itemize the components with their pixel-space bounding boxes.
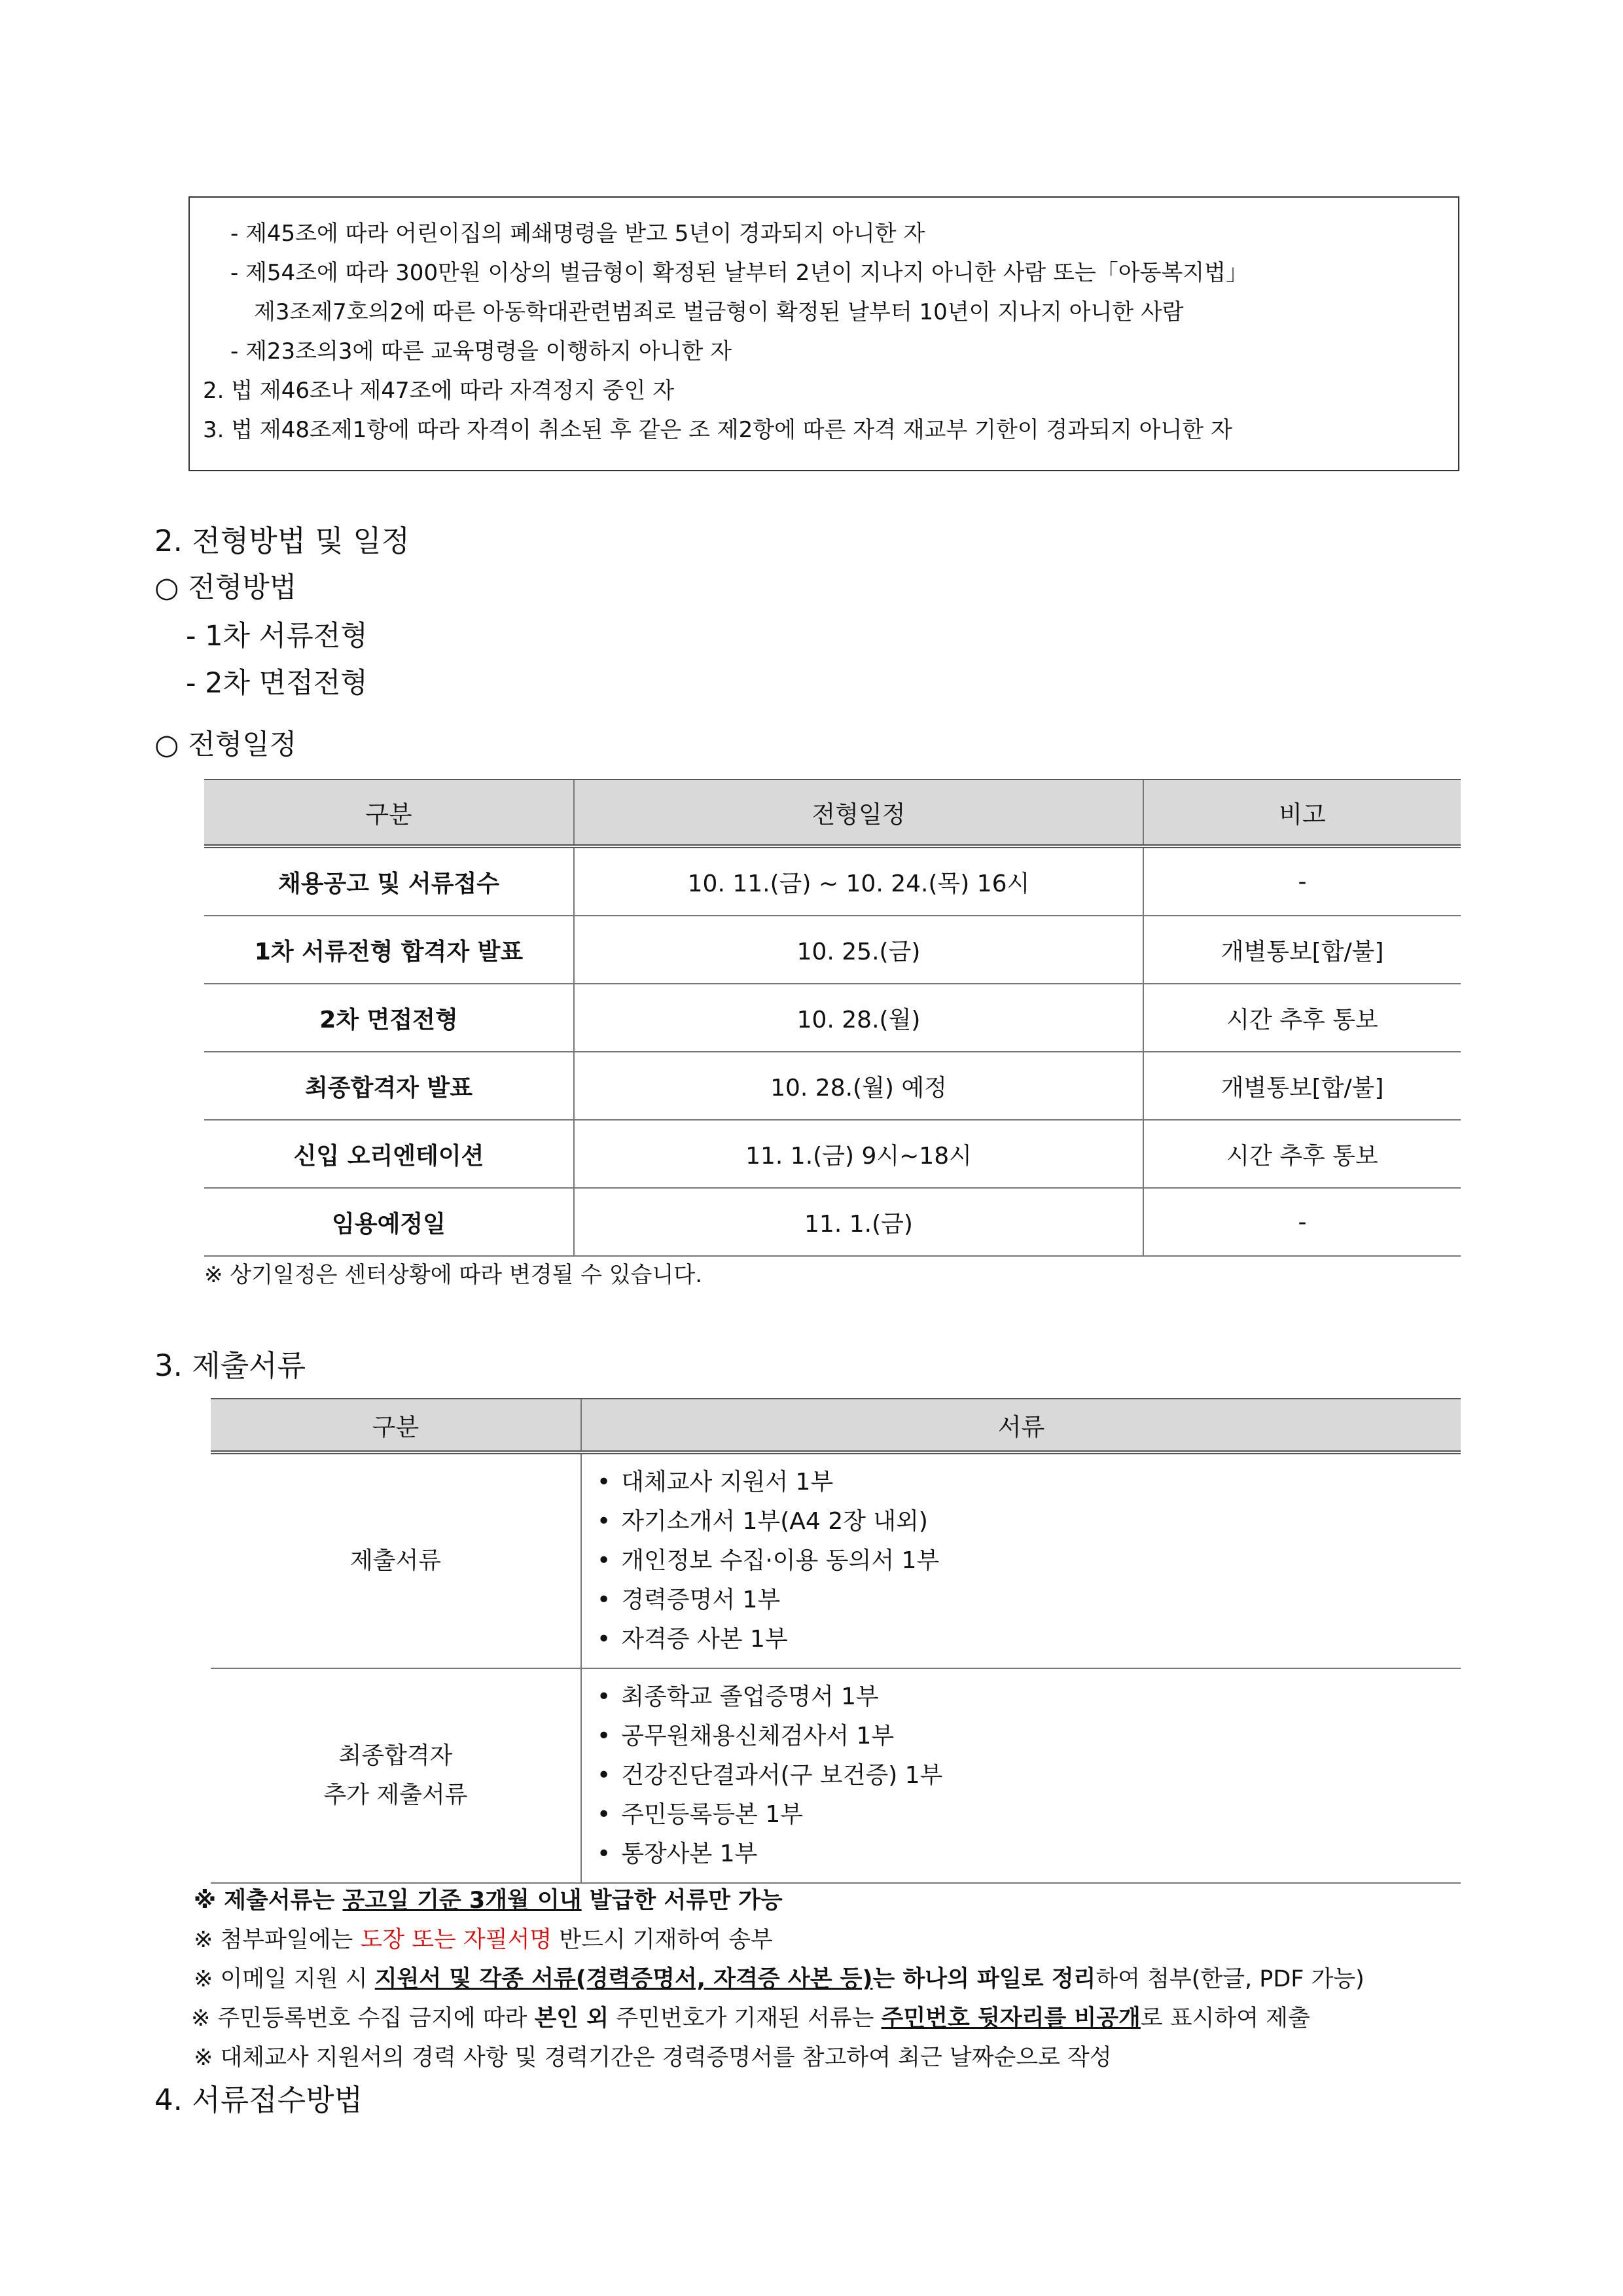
note-2-c: 반드시 기재하여 송부: [552, 1927, 773, 1953]
documents-category-required: 제출서류: [211, 1452, 581, 1668]
schedule-cell-note: 개별통보[합/불]: [1143, 1052, 1461, 1120]
documents-category-final-line1: 최종합격자: [338, 1742, 453, 1769]
table-row: [204, 1188, 1461, 1256]
list-item: • 주민등록등본 1부: [582, 1795, 1460, 1835]
note-3-d: 하여 첨부(한글, PDF 가능): [1096, 1966, 1364, 1992]
schedule-cell-date: 10. 25.(금): [574, 916, 1143, 984]
schedule-cell-category: 2차 면접전형: [204, 984, 574, 1052]
section-4-title: 4. 서류접수방법: [154, 2083, 363, 2117]
eligibility-line-6: 3. 법 제48조제1항에 따라 자격이 취소된 후 같은 조 제2항에 따른 자격 재교부 기한이 경과되지 아니한 자: [203, 417, 1232, 443]
list-item: • 개인정보 수집·이용 동의서 1부: [582, 1541, 1460, 1581]
note-2-a: ※ 첨부파일에는: [194, 1927, 361, 1953]
schedule-cell-category: 1차 서류전형 합격자 발표: [204, 916, 574, 984]
note-1-b: 공고일 기준 3개월 이내: [342, 1888, 582, 1914]
documents-category-final-line2: 추가 제출서류: [323, 1782, 468, 1808]
note-4-a: ※ 주민등록번호 수집 금지에 따라: [191, 2005, 535, 2032]
schedule-heading: ○ 전형일정: [154, 728, 297, 761]
method-item-2: - 2차 면접전형: [186, 667, 368, 700]
schedule-cell-category: 최종합격자 발표: [204, 1052, 574, 1120]
documents-list-cell: [581, 1452, 1461, 1668]
table-row: [204, 984, 1461, 1052]
note-4: [191, 2000, 1310, 2033]
documents-header-row: [211, 1399, 1461, 1452]
schedule-note: ※ 상기일정은 센터상황에 따라 변경될 수 있습니다.: [204, 1262, 703, 1288]
schedule-cell-date: 11. 1.(금): [574, 1188, 1143, 1256]
note-1-a: 제출서류는: [224, 1888, 343, 1914]
note-3: [194, 1961, 1364, 1994]
schedule-header-category: 구분: [204, 780, 574, 846]
documents-category-final: [211, 1668, 581, 1883]
note-4-c: 주민번호가 기재된 서류는: [609, 2005, 882, 2032]
schedule-cell-date: 11. 1.(금) 9시~18시: [574, 1120, 1143, 1188]
list-item: • 통장사본 1부: [582, 1835, 1460, 1874]
list-item: • 대체교사 지원서 1부: [582, 1463, 1460, 1502]
documents-list: [582, 1455, 1460, 1667]
schedule-cell-category: 임용예정일: [204, 1188, 574, 1256]
table-row: [204, 1052, 1461, 1120]
documents-header-docs: 서류: [581, 1399, 1461, 1452]
method-heading: ○ 전형방법: [154, 571, 297, 604]
eligibility-line-5: 2. 법 제46조나 제47조에 따라 자격정지 중인 자: [203, 378, 675, 404]
list-item: • 자기소개서 1부(A4 2장 내외): [582, 1502, 1460, 1541]
note-1-c: 발급한 서류만 가능: [581, 1888, 783, 1914]
table-row: [204, 916, 1461, 984]
note-1-mark: ※: [194, 1888, 224, 1914]
list-item: • 건강진단결과서(구 보건증) 1부: [582, 1756, 1460, 1795]
note-3-b: 지원서 및 각종 서류(경력증명서, 자격증 사본 등): [374, 1966, 873, 1992]
documents-list-cell: [581, 1668, 1461, 1883]
eligibility-line-4: - 제23조의3에 따른 교육명령을 이행하지 아니한 자: [230, 338, 732, 365]
note-4-b: 본인 외: [534, 2005, 609, 2032]
schedule-cell-note: -: [1143, 1188, 1461, 1256]
documents-header-category: 구분: [211, 1399, 581, 1452]
section-3-title: 3. 제출서류: [154, 1348, 306, 1383]
section-2-title: 2. 전형방법 및 일정: [154, 524, 410, 558]
eligibility-line-1: - 제45조에 따라 어린이집의 폐쇄명령을 받고 5년이 경과되지 아니한 자: [230, 221, 925, 247]
list-item: • 공무원채용신체검사서 1부: [582, 1717, 1460, 1756]
schedule-cell-category: 신입 오리엔테이션: [204, 1120, 574, 1188]
list-item: • 최종학교 졸업증명서 1부: [582, 1677, 1460, 1717]
schedule-header-note: 비고: [1143, 780, 1461, 846]
eligibility-line-3: 제3조제7호의2에 따른 아동학대관련범죄로 벌금형이 확정된 날부터 10년이 지나지 아니한 사람: [254, 299, 1184, 325]
table-row: [211, 1668, 1461, 1883]
note-3-a: ※ 이메일 지원 시: [194, 1966, 375, 1992]
schedule-table: [204, 779, 1461, 1257]
schedule-header-row: [204, 780, 1461, 846]
list-item: • 자격증 사본 1부: [582, 1620, 1460, 1659]
table-row: [204, 846, 1461, 916]
schedule-cell-date: 10. 11.(금) ~ 10. 24.(목) 16시: [574, 846, 1143, 916]
note-3-c: 는 하나의 파일로 정리: [872, 1966, 1096, 1992]
table-row: [204, 1120, 1461, 1188]
note-2-b: 도장 또는 자필서명: [360, 1927, 552, 1953]
schedule-header-date: 전형일정: [574, 780, 1143, 846]
list-item: • 경력증명서 1부: [582, 1581, 1460, 1620]
note-5: ※ 대체교사 지원서의 경력 사항 및 경력기간은 경력증명서를 참고하여 최근 날짜순으로 작성: [194, 2045, 1112, 2071]
schedule-cell-date: 10. 28.(월) 예정: [574, 1052, 1143, 1120]
table-row: [211, 1452, 1461, 1668]
schedule-cell-date: 10. 28.(월): [574, 984, 1143, 1052]
schedule-cell-note: 시간 추후 통보: [1143, 984, 1461, 1052]
note-4-e: 로 표시하여 제출: [1140, 2005, 1310, 2032]
eligibility-line-2: - 제54조에 따라 300만원 이상의 벌금형이 확정된 날부터 2년이 지나지 아니한 사람 또는「아동복지법」: [230, 260, 1248, 286]
schedule-cell-note: -: [1143, 846, 1461, 916]
schedule-cell-category: 채용공고 및 서류접수: [204, 846, 574, 916]
schedule-cell-note: 개별통보[합/불]: [1143, 916, 1461, 984]
note-1: [194, 1882, 783, 1915]
documents-table: [211, 1398, 1461, 1884]
schedule-cell-note: 시간 추후 통보: [1143, 1120, 1461, 1188]
note-4-d: 주민번호 뒷자리를 비공개: [881, 2005, 1141, 2032]
method-item-1: - 1차 서류전형: [186, 620, 368, 653]
note-2: [194, 1922, 773, 1954]
documents-list: [582, 1670, 1460, 1882]
